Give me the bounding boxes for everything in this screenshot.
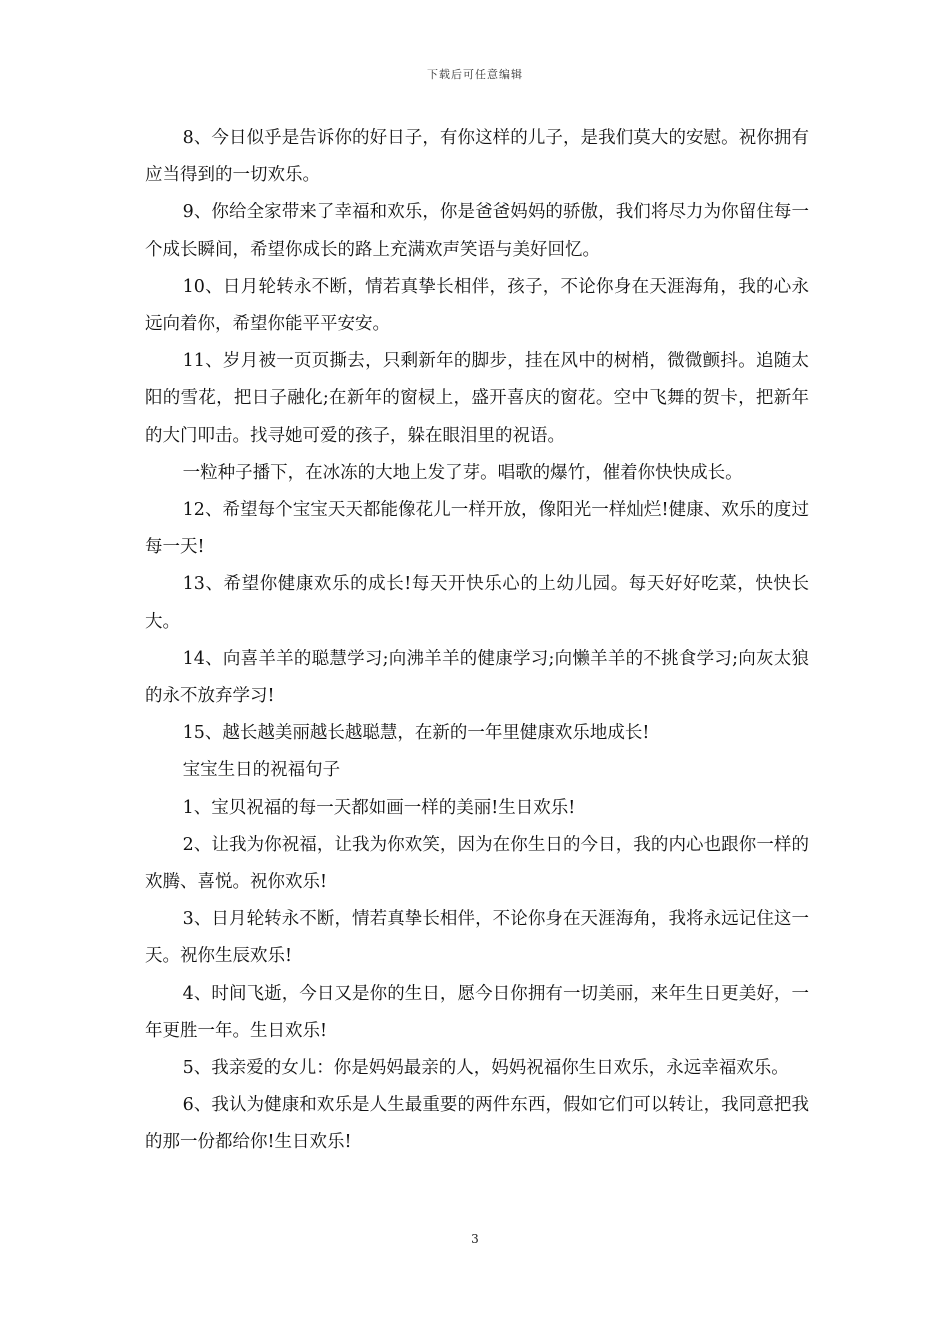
birthday-wish-4: 4、时间飞逝，今日又是你的生日，愿今日你拥有一切美丽，来年生日更美好，一年更胜一年。生日欢乐! (145, 983, 809, 1041)
paragraph-10: 10、日月轮转永不断，情若真挚长相伴，孩子，不论你身在天涯海角，我的心永远向着你，希望你能平平安安。 (145, 276, 809, 335)
paragraph-13: 13、希望你健康欢乐的成长!每天开快乐心的上幼儿园。每天好好吃菜，快快长大。 (145, 574, 809, 632)
paragraph-9: 9、你给全家带来了幸福和欢乐，你是爸爸妈妈的骄傲，我们将尽力为你留住每一个成长瞬间，希望你成长的路上充满欢声笑语与美好回忆。 (145, 202, 809, 260)
birthday-wish-6: 6、我认为健康和欢乐是人生最重要的两件东西，假如它们可以转让，我同意把我的那一份都给你!生日欢乐! (145, 1095, 809, 1153)
birthday-wish-3: 3、日月轮转永不断，情若真挚长相伴，不论你身在天涯海角，我将永远记住这一天。祝你生辰欢乐! (145, 909, 809, 967)
page-number: 3 (471, 1232, 479, 1246)
paragraph-8: 8、今日似乎是告诉你的好日子，有你这样的儿子，是我们莫大的安慰。祝你拥有应当得到的一切欢乐。 (145, 128, 809, 186)
birthday-wish-1: 1、宝贝祝福的每一天都如画一样的美丽!生日欢乐! (182, 797, 576, 818)
document-body (145, 120, 809, 1162)
paragraph-15: 15、越长越美丽越长越聪慧，在新的一年里健康欢乐地成长! (182, 723, 650, 744)
birthday-wish-5: 5、我亲爱的女儿：你是妈妈最亲的人，妈妈祝福你生日欢乐，永远幸福欢乐。 (182, 1058, 789, 1079)
paragraph-seed: 一粒种子播下，在冰冻的大地上发了芽。唱歌的爆竹，催着你快快成长。 (182, 462, 743, 483)
paragraph-12: 12、希望每个宝宝天天都能像花儿一样开放，像阳光一样灿烂!健康、欢乐的度过每一天! (145, 500, 809, 558)
section-heading: 宝宝生日的祝福句子 (182, 760, 341, 781)
paragraph-14: 14、向喜羊羊的聪慧学习;向沸羊羊的健康学习;向懒羊羊的不挑食学习;向灰太狼的永不放弃学习! (145, 648, 809, 707)
paragraph-11: 11、岁月被一页页撕去，只剩新年的脚步，挂在风中的树梢，微微颤抖。追随太阳的雪花，把日子融化;在新年的窗棂上，盛开喜庆的窗花。空中飞舞的贺卡，把新年的大门叩击。找寻她可爱的孩子，躲在眼泪里的祝语。 (145, 351, 809, 446)
birthday-wish-2: 2、让我为你祝福，让我为你欢笑，因为在你生日的今日，我的内心也跟你一样的欢腾、喜悦。祝你欢乐! (145, 834, 809, 893)
page-header: 下载后可任意编辑 (427, 68, 523, 81)
